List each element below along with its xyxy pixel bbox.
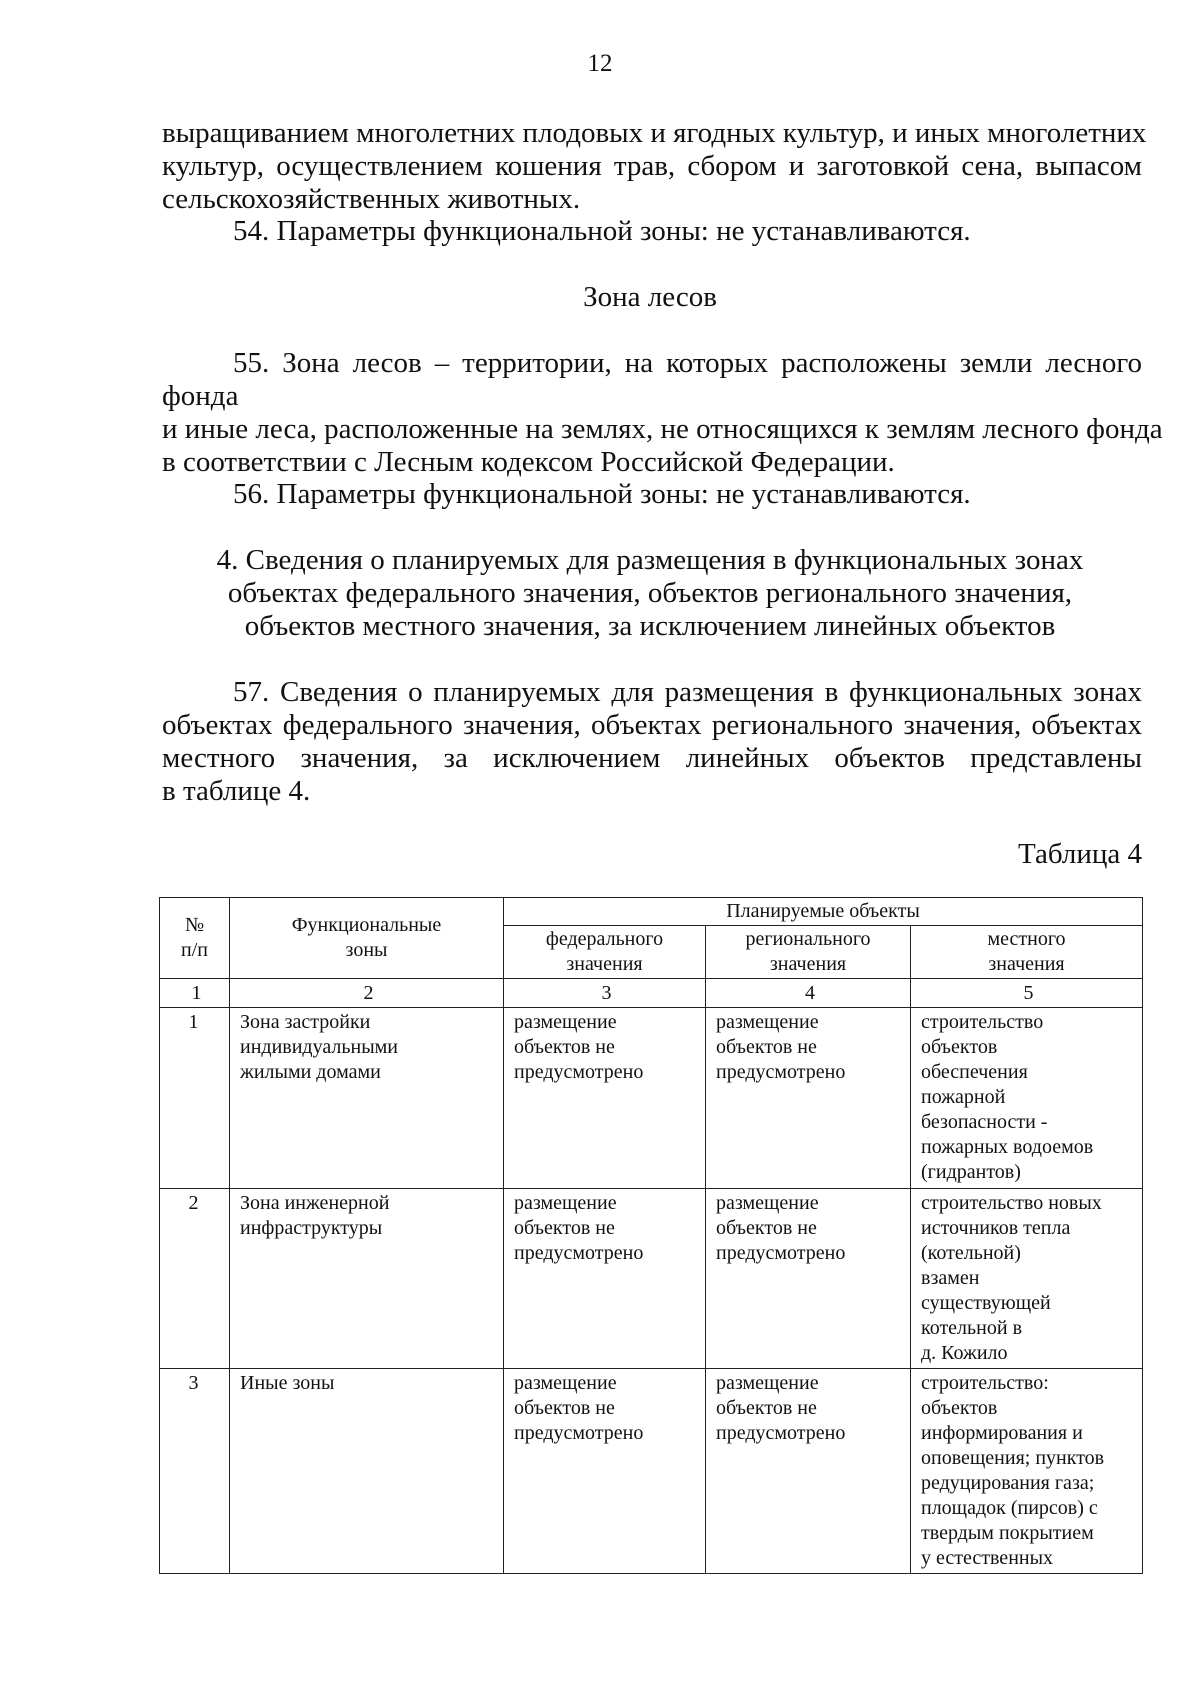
paragraph-line: и иные леса, расположенные на землях, не относящихся к землям лесного фонда: [162, 413, 1163, 445]
federal-cell: размещение объектов не предусмотрено: [504, 1369, 706, 1574]
table-4: [159, 897, 1143, 1574]
paragraph-line: культур, осуществлением кошения трав, сбором и заготовкой сена, выпасом: [162, 150, 1142, 182]
federal-cell: размещение объектов не предусмотрено: [504, 1189, 706, 1369]
column-number: 2: [230, 979, 504, 1008]
paragraph-line: выращиванием многолетних плодовых и ягодных культур, и иных многолетних: [162, 117, 1147, 149]
local-cell: строительство объектов обеспечения пожарной безопасности - пожарных водоемов (гидрантов): [911, 1008, 1143, 1189]
table-header-row: [160, 898, 1143, 926]
table-caption: Таблица 4: [1017, 838, 1142, 870]
federal-cell: размещение объектов не предусмотрено: [504, 1008, 706, 1189]
local-cell: строительство новых источников тепла (котельной) взамен существующей котельной в д. Кожило: [911, 1189, 1143, 1369]
column-number: 3: [504, 979, 706, 1008]
column-number-row: [160, 979, 1143, 1008]
paragraph-line: объектах федерального значения, объектах регионального значения, объектах: [162, 709, 1142, 741]
header-planned-objects: Планируемые объекты: [504, 898, 1143, 926]
section-heading: 4. Сведения о планируемых для размещения в функциональных зонах: [216, 544, 1084, 576]
regional-cell: размещение объектов не предусмотрено: [706, 1369, 911, 1574]
regional-cell: размещение объектов не предусмотрено: [706, 1189, 911, 1369]
column-number: 4: [706, 979, 911, 1008]
local-cell: строительство: объектов информирования и оповещения; пунктов редуцирования газа; площадок (пирсов) с твердым покрытием у естественных: [911, 1369, 1143, 1574]
table-row: [160, 1189, 1143, 1369]
paragraph-line: 55. Зона лесов – территории, на которых расположены земли лесного: [233, 347, 1142, 379]
column-number: 1: [160, 979, 230, 1008]
paragraph-line: 56. Параметры функциональной зоны: не устанавливаются.: [233, 478, 971, 510]
row-number: 2: [160, 1189, 230, 1369]
section-heading: Зона лесов: [583, 281, 717, 313]
paragraph-line: в таблице 4.: [162, 775, 311, 807]
page-number: 12: [587, 50, 613, 77]
paragraph-line: 54. Параметры функциональной зоны: не устанавливаются.: [233, 215, 971, 247]
zone-cell: Зона инженерной инфраструктуры: [230, 1189, 504, 1369]
zone-cell: Иные зоны: [230, 1369, 504, 1574]
regional-cell: размещение объектов не предусмотрено: [706, 1008, 911, 1189]
paragraph-line: 57. Сведения о планируемых для размещения в функциональных зонах: [233, 676, 1142, 708]
table-row: [160, 1369, 1143, 1574]
header-local: местного значения: [911, 926, 1143, 979]
header-regional: регионального значения: [706, 926, 911, 979]
section-heading: объектов местного значения, за исключением линейных объектов: [244, 610, 1056, 642]
column-number: 5: [911, 979, 1143, 1008]
paragraph-line: сельскохозяйственных животных.: [162, 183, 581, 215]
header-zones: Функциональные зоны: [230, 898, 504, 979]
paragraph-line: фонда: [162, 380, 239, 412]
section-heading: объектах федерального значения, объектов регионального значения,: [227, 577, 1073, 609]
paragraph-line: в соответствии с Лесным кодексом Российской Федерации.: [162, 446, 895, 478]
row-number: 3: [160, 1369, 230, 1574]
paragraph-line: местного значения, за исключением линейных объектов представлены: [162, 742, 1142, 774]
table-row: [160, 1008, 1143, 1189]
header-number: № п/п: [160, 898, 230, 979]
header-federal: федерального значения: [504, 926, 706, 979]
zone-cell: Зона застройки индивидуальными жилыми домами: [230, 1008, 504, 1189]
row-number: 1: [160, 1008, 230, 1189]
